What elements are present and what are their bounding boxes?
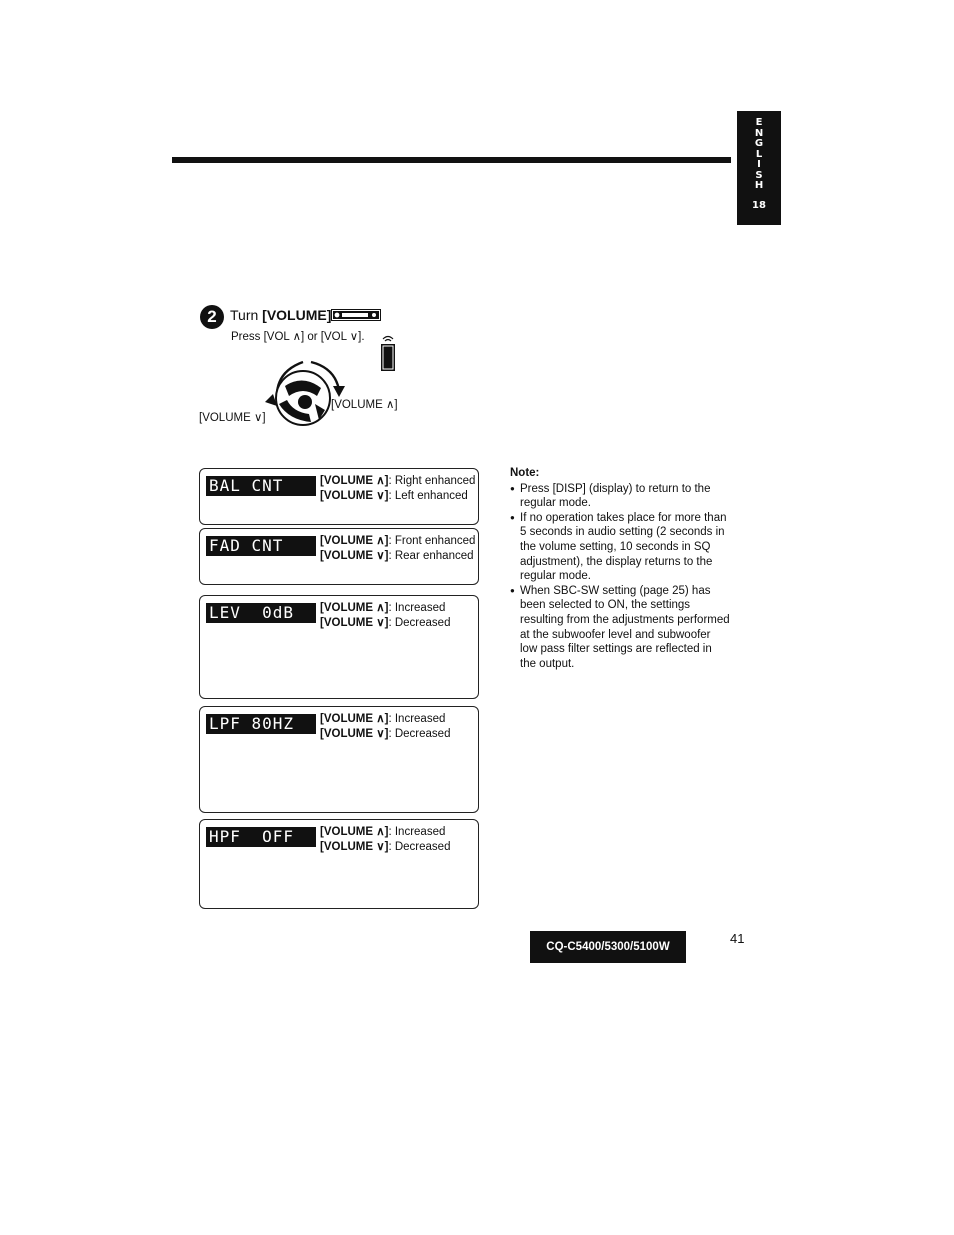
volume-up-label: [VOLUME ∧] xyxy=(331,399,398,411)
page-number: 41 xyxy=(730,931,745,946)
lcd-display: FAD CNT xyxy=(206,536,316,556)
step-title xyxy=(230,307,335,323)
setting-level xyxy=(199,595,479,699)
lcd-display: LEV 0dB xyxy=(206,603,316,623)
note-item: ● When SBC-SW setting (page 25) has been selected to ON, the settings resulting from the adjustments performed at the subwoofer level and subwoofer low pass filter settings are reflected in the output. xyxy=(510,584,730,672)
tab-letter: H xyxy=(754,180,764,191)
setting-description xyxy=(320,474,475,504)
up-key: [VOLUME ∧] xyxy=(320,475,389,487)
setting-balance xyxy=(199,468,479,525)
language-tab-number: 18 xyxy=(752,199,766,211)
up-key: [VOLUME ∧] xyxy=(320,602,389,614)
down-key: [VOLUME ∨] xyxy=(320,490,389,502)
down-key: [VOLUME ∨] xyxy=(320,550,389,562)
language-tab xyxy=(737,111,781,225)
down-text: : Rear enhanced xyxy=(388,550,474,562)
lcd-display: BAL CNT xyxy=(206,476,316,496)
model-badge: CQ-C5400/5300/5100W xyxy=(530,931,686,963)
press-instruction: Press [VOL ∧] or [VOL ∨]. xyxy=(231,331,365,343)
up-text: : Right enhanced xyxy=(388,475,476,487)
up-key: [VOLUME ∧] xyxy=(320,713,389,725)
setting-fader xyxy=(199,528,479,585)
tab-letter: N xyxy=(754,127,764,139)
step-title-prefix: Turn xyxy=(230,307,263,323)
tab-letter: S xyxy=(755,169,763,181)
up-text: : Increased xyxy=(388,826,446,838)
down-text: : Left enhanced xyxy=(388,490,468,502)
tab-letter: L xyxy=(755,148,763,160)
setting-description xyxy=(320,601,450,631)
lcd-display: LPF 80HZ xyxy=(206,714,316,734)
up-key: [VOLUME ∧] xyxy=(320,535,389,547)
volume-knob-icon xyxy=(255,350,355,435)
head-unit-icon xyxy=(331,309,381,321)
volume-down-label: [VOLUME ∨] xyxy=(199,412,266,424)
note-item: ● If no operation takes place for more than 5 seconds in audio setting (2 seconds in the volume setting, 10 seconds in SQ adjustment), the display returns to the regular mode. xyxy=(510,511,730,584)
down-key: [VOLUME ∨] xyxy=(320,617,389,629)
down-key: [VOLUME ∨] xyxy=(320,841,389,853)
note-list xyxy=(510,482,730,672)
down-text: : Decreased xyxy=(388,841,451,853)
up-text: : Increased xyxy=(388,602,446,614)
note-section xyxy=(510,466,730,671)
down-text: : Decreased xyxy=(388,617,451,629)
setting-lpf xyxy=(199,706,479,813)
up-key: [VOLUME ∧] xyxy=(320,826,389,838)
step-title-key: [VOLUME] xyxy=(262,307,332,323)
down-text: : Decreased xyxy=(388,728,451,740)
tab-letter: I xyxy=(757,159,761,170)
remote-control-icon xyxy=(377,332,399,372)
setting-description xyxy=(320,825,450,855)
up-text: : Increased xyxy=(388,713,446,725)
up-text: : Front enhanced xyxy=(388,535,476,547)
step-number: 2 xyxy=(200,305,224,329)
note-title: Note: xyxy=(510,467,540,479)
tab-letter: G xyxy=(754,138,764,149)
setting-description xyxy=(320,712,450,742)
down-key: [VOLUME ∨] xyxy=(320,728,389,740)
tab-letter: E xyxy=(755,117,763,128)
setting-description xyxy=(320,534,475,564)
top-rule xyxy=(172,157,731,163)
language-tab-letters xyxy=(755,118,763,192)
lcd-display: HPF OFF xyxy=(206,827,316,847)
setting-hpf xyxy=(199,819,479,909)
note-item: ● Press [DISP] (display) to return to the regular mode. xyxy=(510,482,730,511)
